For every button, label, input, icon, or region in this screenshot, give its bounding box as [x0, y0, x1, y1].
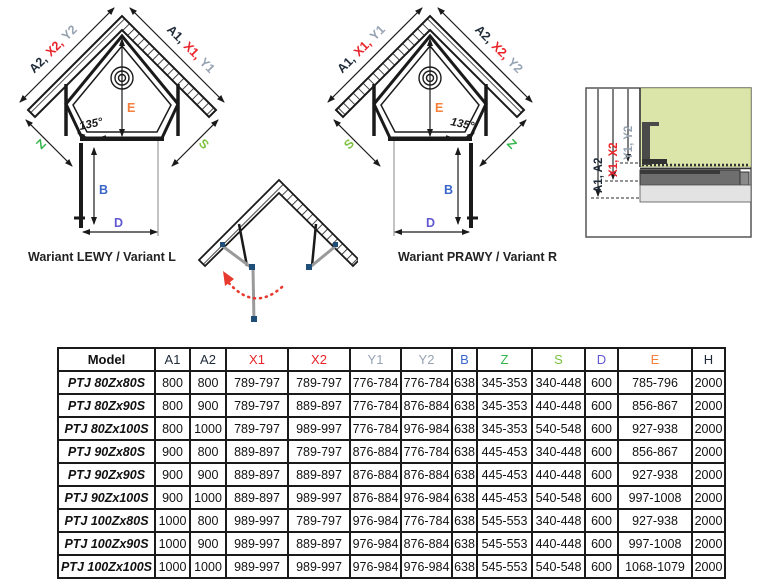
- spec-table: [57, 347, 726, 579]
- value-cell: 540-548: [532, 486, 585, 509]
- value-cell: 876-884: [401, 463, 452, 486]
- column-header: Model: [58, 348, 155, 371]
- value-cell: 776-784: [350, 371, 401, 394]
- value-cell: 600: [585, 463, 618, 486]
- value-cell: 2000: [692, 440, 725, 463]
- value-cell: 1000: [155, 509, 190, 532]
- value-cell: 440-448: [532, 394, 585, 417]
- column-header: E: [618, 348, 692, 371]
- column-header: D: [585, 348, 618, 371]
- dim-label-e: E: [435, 101, 444, 115]
- value-cell: 789-797: [288, 440, 350, 463]
- value-cell: 638: [452, 509, 477, 532]
- value-cell: 776-784: [401, 509, 452, 532]
- column-header: X2: [288, 348, 350, 371]
- value-cell: 889-897: [288, 463, 350, 486]
- value-cell: 997-1008: [618, 486, 692, 509]
- column-header: A2: [190, 348, 226, 371]
- value-cell: 789-797: [226, 394, 288, 417]
- model-cell: PTJ 80Zx90S: [58, 394, 155, 417]
- value-cell: 2000: [692, 417, 725, 440]
- value-cell: 989-997: [288, 555, 350, 578]
- value-cell: 800: [190, 440, 226, 463]
- detail-label-y: Y1, Y2: [623, 125, 635, 160]
- value-cell: 876-884: [350, 486, 401, 509]
- value-cell: 976-984: [350, 532, 401, 555]
- table-row: [58, 555, 725, 578]
- spec-table-container: [57, 347, 726, 579]
- value-cell: 876-884: [401, 532, 452, 555]
- value-cell: 345-353: [477, 394, 532, 417]
- table-row: [58, 509, 725, 532]
- value-cell: 989-997: [226, 509, 288, 532]
- value-cell: 776-784: [350, 417, 401, 440]
- value-cell: 989-997: [288, 486, 350, 509]
- value-cell: 789-797: [226, 371, 288, 394]
- dim-label-e: E: [127, 101, 136, 115]
- model-cell: PTJ 90Zx90S: [58, 463, 155, 486]
- spec-table-body: [58, 371, 725, 578]
- table-row: [58, 371, 725, 394]
- table-row: [58, 463, 725, 486]
- value-cell: 545-553: [477, 509, 532, 532]
- value-cell: 600: [585, 555, 618, 578]
- value-cell: 2000: [692, 486, 725, 509]
- value-cell: 2000: [692, 532, 725, 555]
- value-cell: 976-984: [401, 486, 452, 509]
- column-header: A1: [155, 348, 190, 371]
- diag-label-right: A1,X1,Y1: [164, 22, 218, 76]
- table-row: [58, 440, 725, 463]
- value-cell: 600: [585, 371, 618, 394]
- fixed-panel-right: [312, 224, 316, 266]
- value-cell: 638: [452, 463, 477, 486]
- value-cell: 540-548: [532, 555, 585, 578]
- table-row: [58, 486, 725, 509]
- value-cell: 540-548: [532, 417, 585, 440]
- value-cell: 600: [585, 509, 618, 532]
- angle-label: 135°: [78, 116, 104, 133]
- value-cell: 776-784: [401, 371, 452, 394]
- value-cell: 638: [452, 532, 477, 555]
- value-cell: 2000: [692, 463, 725, 486]
- value-cell: 340-448: [532, 371, 585, 394]
- value-cell: 889-897: [226, 486, 288, 509]
- dim-label-d: D: [426, 216, 436, 230]
- dim-label-b: B: [99, 183, 109, 197]
- value-cell: 1000: [155, 555, 190, 578]
- variant-right-diagram: [326, 6, 534, 246]
- dim-label-d: D: [114, 216, 124, 230]
- table-row: [58, 394, 725, 417]
- table-row: [58, 417, 725, 440]
- shower-tray-endcap: [740, 172, 749, 185]
- value-cell: 927-938: [618, 463, 692, 486]
- dim-label-s: S: [195, 136, 212, 153]
- value-cell: 900: [155, 440, 190, 463]
- value-cell: 900: [190, 532, 226, 555]
- value-cell: 976-984: [401, 555, 452, 578]
- value-cell: 1068-1079: [618, 555, 692, 578]
- value-cell: 600: [585, 394, 618, 417]
- value-cell: 638: [452, 486, 477, 509]
- value-cell: 989-997: [226, 555, 288, 578]
- diag-label-left: A1,X1,Y1: [334, 22, 388, 76]
- variant-left-caption: Wariant LEWY / Variant L: [28, 250, 176, 264]
- value-cell: 789-797: [288, 509, 350, 532]
- value-cell: 800: [155, 371, 190, 394]
- value-cell: 927-938: [618, 417, 692, 440]
- door-panel-left-closed: [221, 245, 252, 268]
- floor-section: [640, 185, 751, 202]
- column-header: S: [532, 348, 585, 371]
- value-cell: 856-867: [618, 394, 692, 417]
- value-cell: 600: [585, 486, 618, 509]
- value-cell: 600: [585, 417, 618, 440]
- value-cell: 445-453: [477, 486, 532, 509]
- hinges: [220, 242, 338, 322]
- value-cell: 989-997: [288, 417, 350, 440]
- value-cell: 785-796: [618, 371, 692, 394]
- value-cell: 889-897: [288, 394, 350, 417]
- value-cell: 900: [190, 394, 226, 417]
- model-cell: PTJ 100Zx90S: [58, 532, 155, 555]
- value-cell: 889-897: [288, 532, 350, 555]
- value-cell: 600: [585, 532, 618, 555]
- value-cell: 927-938: [618, 509, 692, 532]
- value-cell: 789-797: [226, 417, 288, 440]
- value-cell: 876-884: [350, 440, 401, 463]
- dim-label-s: S: [341, 136, 358, 153]
- model-cell: PTJ 90Zx100S: [58, 486, 155, 509]
- value-cell: 1000: [190, 417, 226, 440]
- value-cell: 1000: [155, 532, 190, 555]
- dim-label-b: B: [444, 183, 454, 197]
- detail-label-x: X1, X2: [608, 142, 620, 177]
- value-cell: 440-448: [532, 463, 585, 486]
- column-header: X1: [226, 348, 288, 371]
- value-cell: 800: [155, 394, 190, 417]
- value-cell: 900: [190, 463, 226, 486]
- value-cell: 545-553: [477, 555, 532, 578]
- variant-right-caption: Wariant PRAWY / Variant R: [398, 250, 558, 264]
- dim-label-z: Z: [504, 136, 520, 152]
- model-cell: PTJ 90Zx80S: [58, 440, 155, 463]
- value-cell: 856-867: [618, 440, 692, 463]
- value-cell: 889-897: [226, 440, 288, 463]
- value-cell: 1000: [190, 555, 226, 578]
- value-cell: 889-897: [226, 463, 288, 486]
- value-cell: 976-984: [350, 555, 401, 578]
- value-cell: 800: [155, 417, 190, 440]
- shower-tray-lip: [640, 170, 720, 174]
- value-cell: 997-1008: [618, 532, 692, 555]
- value-cell: 345-353: [477, 371, 532, 394]
- value-cell: 600: [585, 440, 618, 463]
- door-panel-left-open: [253, 268, 254, 322]
- value-cell: 2000: [692, 394, 725, 417]
- value-cell: 976-984: [401, 417, 452, 440]
- value-cell: 638: [452, 394, 477, 417]
- value-cell: 638: [452, 555, 477, 578]
- value-cell: 545-553: [477, 532, 532, 555]
- column-header: Y2: [401, 348, 452, 371]
- value-cell: 800: [190, 371, 226, 394]
- value-cell: 900: [155, 463, 190, 486]
- value-cell: 345-353: [477, 417, 532, 440]
- value-cell: 1000: [190, 486, 226, 509]
- table-row: [58, 532, 725, 555]
- value-cell: 340-448: [532, 440, 585, 463]
- value-cell: 2000: [692, 555, 725, 578]
- variant-left-diagram: [18, 6, 226, 246]
- value-cell: 445-453: [477, 463, 532, 486]
- value-cell: 876-884: [401, 394, 452, 417]
- value-cell: 440-448: [532, 532, 585, 555]
- model-cell: PTJ 100Zx80S: [58, 509, 155, 532]
- value-cell: 638: [452, 440, 477, 463]
- value-cell: 876-884: [350, 463, 401, 486]
- value-cell: 638: [452, 417, 477, 440]
- column-header: Y1: [350, 348, 401, 371]
- value-cell: 789-797: [288, 371, 350, 394]
- value-cell: 638: [452, 371, 477, 394]
- value-cell: 976-984: [350, 509, 401, 532]
- value-cell: 2000: [692, 509, 725, 532]
- value-cell: 445-453: [477, 440, 532, 463]
- spec-table-head: [58, 348, 725, 371]
- wall-mount-detail-diagram: [583, 85, 755, 240]
- column-header: H: [692, 348, 725, 371]
- value-cell: 900: [155, 486, 190, 509]
- wall-section: [640, 88, 751, 167]
- dim-label-z: Z: [33, 136, 49, 152]
- column-header: Z: [477, 348, 532, 371]
- model-cell: PTJ 80Zx80S: [58, 371, 155, 394]
- model-cell: PTJ 80Zx100S: [58, 417, 155, 440]
- diag-label-left: A2,X2,Y2: [26, 22, 80, 76]
- detail-label-a: A1, A2: [593, 157, 605, 193]
- angle-label: 135°: [449, 116, 476, 133]
- model-cell: PTJ 100Zx100S: [58, 555, 155, 578]
- value-cell: 776-784: [401, 440, 452, 463]
- value-cell: 989-997: [226, 532, 288, 555]
- diag-label-right: A2,X2,Y2: [472, 22, 526, 76]
- value-cell: 800: [190, 509, 226, 532]
- column-header: B: [452, 348, 477, 371]
- value-cell: 776-784: [350, 394, 401, 417]
- value-cell: 340-448: [532, 509, 585, 532]
- value-cell: 2000: [692, 371, 725, 394]
